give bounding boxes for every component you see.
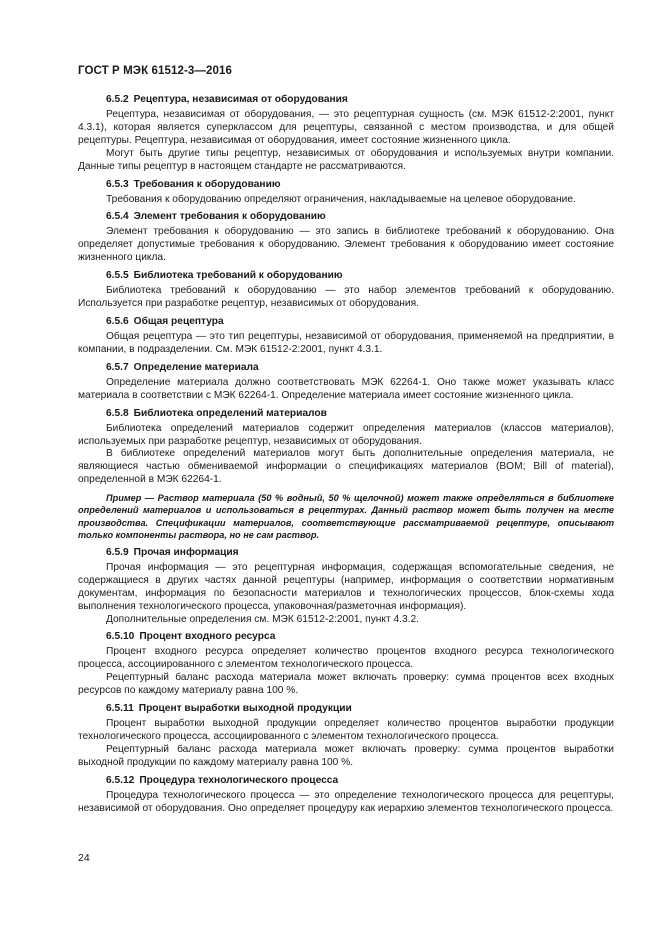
section-title: Прочая информация: [133, 546, 239, 558]
section-heading: [78, 702, 614, 715]
section-number: 6.5.2: [106, 94, 129, 105]
paragraph: Библиотека определений материалов содержит определения материалов (классов материалов), используемых при разработке рецептур, независимых от оборудования.: [78, 422, 614, 447]
paragraph: Процедура технологического процесса — это определение технологического процесса для рецептуры, независимой от оборудования. Оно определяет процедуру как иерархию элементов технологического процесса.: [78, 789, 614, 814]
section-6-5-3: [78, 178, 614, 207]
section-6-5-12: [78, 774, 614, 816]
section-heading: [78, 407, 614, 420]
section-6-5-4: [78, 210, 614, 265]
paragraph: Требования к оборудованию определяют ограничения, накладываемые на целевое оборудование.: [106, 193, 576, 205]
section-heading: [78, 315, 614, 328]
paragraph: Процент входного ресурса определяет количество процентов входного ресурса технологического процесса, ассоциированного с элементом технологического процесса.: [78, 646, 614, 671]
section-heading: [78, 361, 614, 374]
paragraph: В библиотеке определений материалов могут быть дополнительные определения материала, не являющиеся частью обмениваемой информации о спецификациях материалов (BOM; Bill of material), определенной в МЭК 62264-1.: [78, 448, 614, 486]
paragraph: Общая рецептура — это тип рецептуры, независимой от оборудования, применяемой на предприятии, в компании, в подразделении. См. МЭК 61512-2:2001, пункт 4.3.1.: [78, 330, 614, 355]
section-6-5-8: [78, 407, 614, 541]
section-number: 6.5.5: [106, 270, 129, 282]
paragraph: Рецептурный баланс расхода материала может включать проверку: сумма процентов всех входных ресурсов по каждому материалу равна 100 %.: [78, 672, 614, 697]
section-title: Общая рецептура: [133, 315, 224, 327]
paragraph: Определение материала должно соответствовать МЭК 62264-1. Оно также может указывать класс материала в соответствии с МЭК 62264-1. Определение материала имеет состояние жизненного цикла.: [78, 376, 614, 401]
section-title: Процент входного ресурса: [139, 631, 276, 643]
section-number: 6.5.8: [106, 407, 129, 419]
section-6-5-9: [78, 546, 614, 627]
section-title: Процедура технологического процесса: [139, 774, 339, 786]
section-number: 6.5.9: [106, 546, 129, 558]
section-title: Требования к оборудованию: [133, 178, 281, 190]
section-title: Процент выработки выходной продукции: [138, 703, 352, 715]
section-title: Библиотека требований к оборудованию: [133, 270, 343, 282]
paragraph: Библиотека требований к оборудованию — это набор элементов требований к оборудованию. Используется при разработке рецептур, независимых от оборудования.: [78, 285, 614, 310]
paragraph: Рецептура, независимая от оборудования, — это рецептурная сущность (см. МЭК 61512-2:2001, пункт 4.3.1), которая является суперклассом для рецептуры, связанной с местом производства, и для общей рецептуры. Рецептура, независимая от оборудования, имеет состояние жизненного цикла.: [78, 109, 614, 146]
section-title: Рецептура, независимая от оборудования: [133, 94, 348, 105]
section-6-5-5: [78, 269, 614, 311]
paragraph: Процент выработки выходной продукции определяет количество процентов выработки продукции технологического процесса, ассоциированного с элементом технологического процесса.: [78, 718, 614, 742]
example-note: Пример — Раствор материала (50 % водный, 50 % щелочной) может также определяться в библиотеке определений материалов и использоваться в рецептурах. Данный раствор может быть получен на месте производства. Спецификации материалов, соответствующие рассматриваемой рецептуре, описывают только компоненты раствора, но не сам раствор.: [78, 493, 614, 540]
section-number: 6.5.7: [106, 361, 129, 373]
section-6-5-2: [78, 93, 614, 174]
section-title: Определение материала: [133, 361, 259, 373]
section-number: 6.5.12: [106, 774, 135, 786]
paragraph: Прочая информация — это рецептурная информация, содержащая вспомогательные сведения, не содержащиеся в других частях данной рецептуры (например, информация о соответствии нормативным документам, информация по безопасности материалов и технологических процессов, блок-схемы хода выполнения технологического процесса, упаковочная/разметочная информация).: [78, 561, 614, 612]
section-number: 6.5.6: [106, 315, 129, 327]
section-number: 6.5.11: [106, 703, 134, 715]
paragraph: Дополнительные определения см. МЭК 61512-2:2001, пункт 4.3.2.: [106, 613, 419, 625]
section-heading: [78, 93, 614, 106]
section-title: Элемент требования к оборудованию: [133, 211, 326, 223]
paragraph: Рецептурный баланс расхода материала может включать проверку: сумма процентов выработки выходной продукции по каждому материалу равна 100 %.: [78, 743, 614, 768]
section-heading: [78, 178, 614, 191]
section-6-5-7: [78, 361, 614, 403]
paragraph: Элемент требования к оборудованию — это запись в библиотеке требований к оборудованию. Она определяет допустимые требования к оборудованию. Элемент требования к оборудованию имеет состояние жизненного цикла.: [78, 226, 614, 264]
section-heading: [78, 546, 614, 559]
section-6-5-6: [78, 315, 614, 357]
section-title: Библиотека определений материалов: [133, 407, 327, 419]
section-heading: [78, 269, 614, 282]
section-number: 6.5.10: [106, 631, 135, 643]
document-body: [78, 93, 614, 820]
section-heading: [78, 630, 614, 643]
section-6-5-10: [78, 630, 614, 698]
section-6-5-11: [78, 702, 614, 770]
page-number: 24: [78, 852, 90, 864]
paragraph: Могут быть другие типы рецептур, независимых от оборудования и используемых внутри компании. Данные типы рецептур в настоящем стандарте не рассматриваются.: [78, 147, 614, 172]
section-heading: [78, 774, 614, 787]
document-header: ГОСТ Р МЭК 61512-3—2016: [78, 65, 232, 77]
section-number: 6.5.4: [106, 211, 129, 223]
section-number: 6.5.3: [106, 178, 129, 190]
section-heading: [78, 210, 614, 223]
